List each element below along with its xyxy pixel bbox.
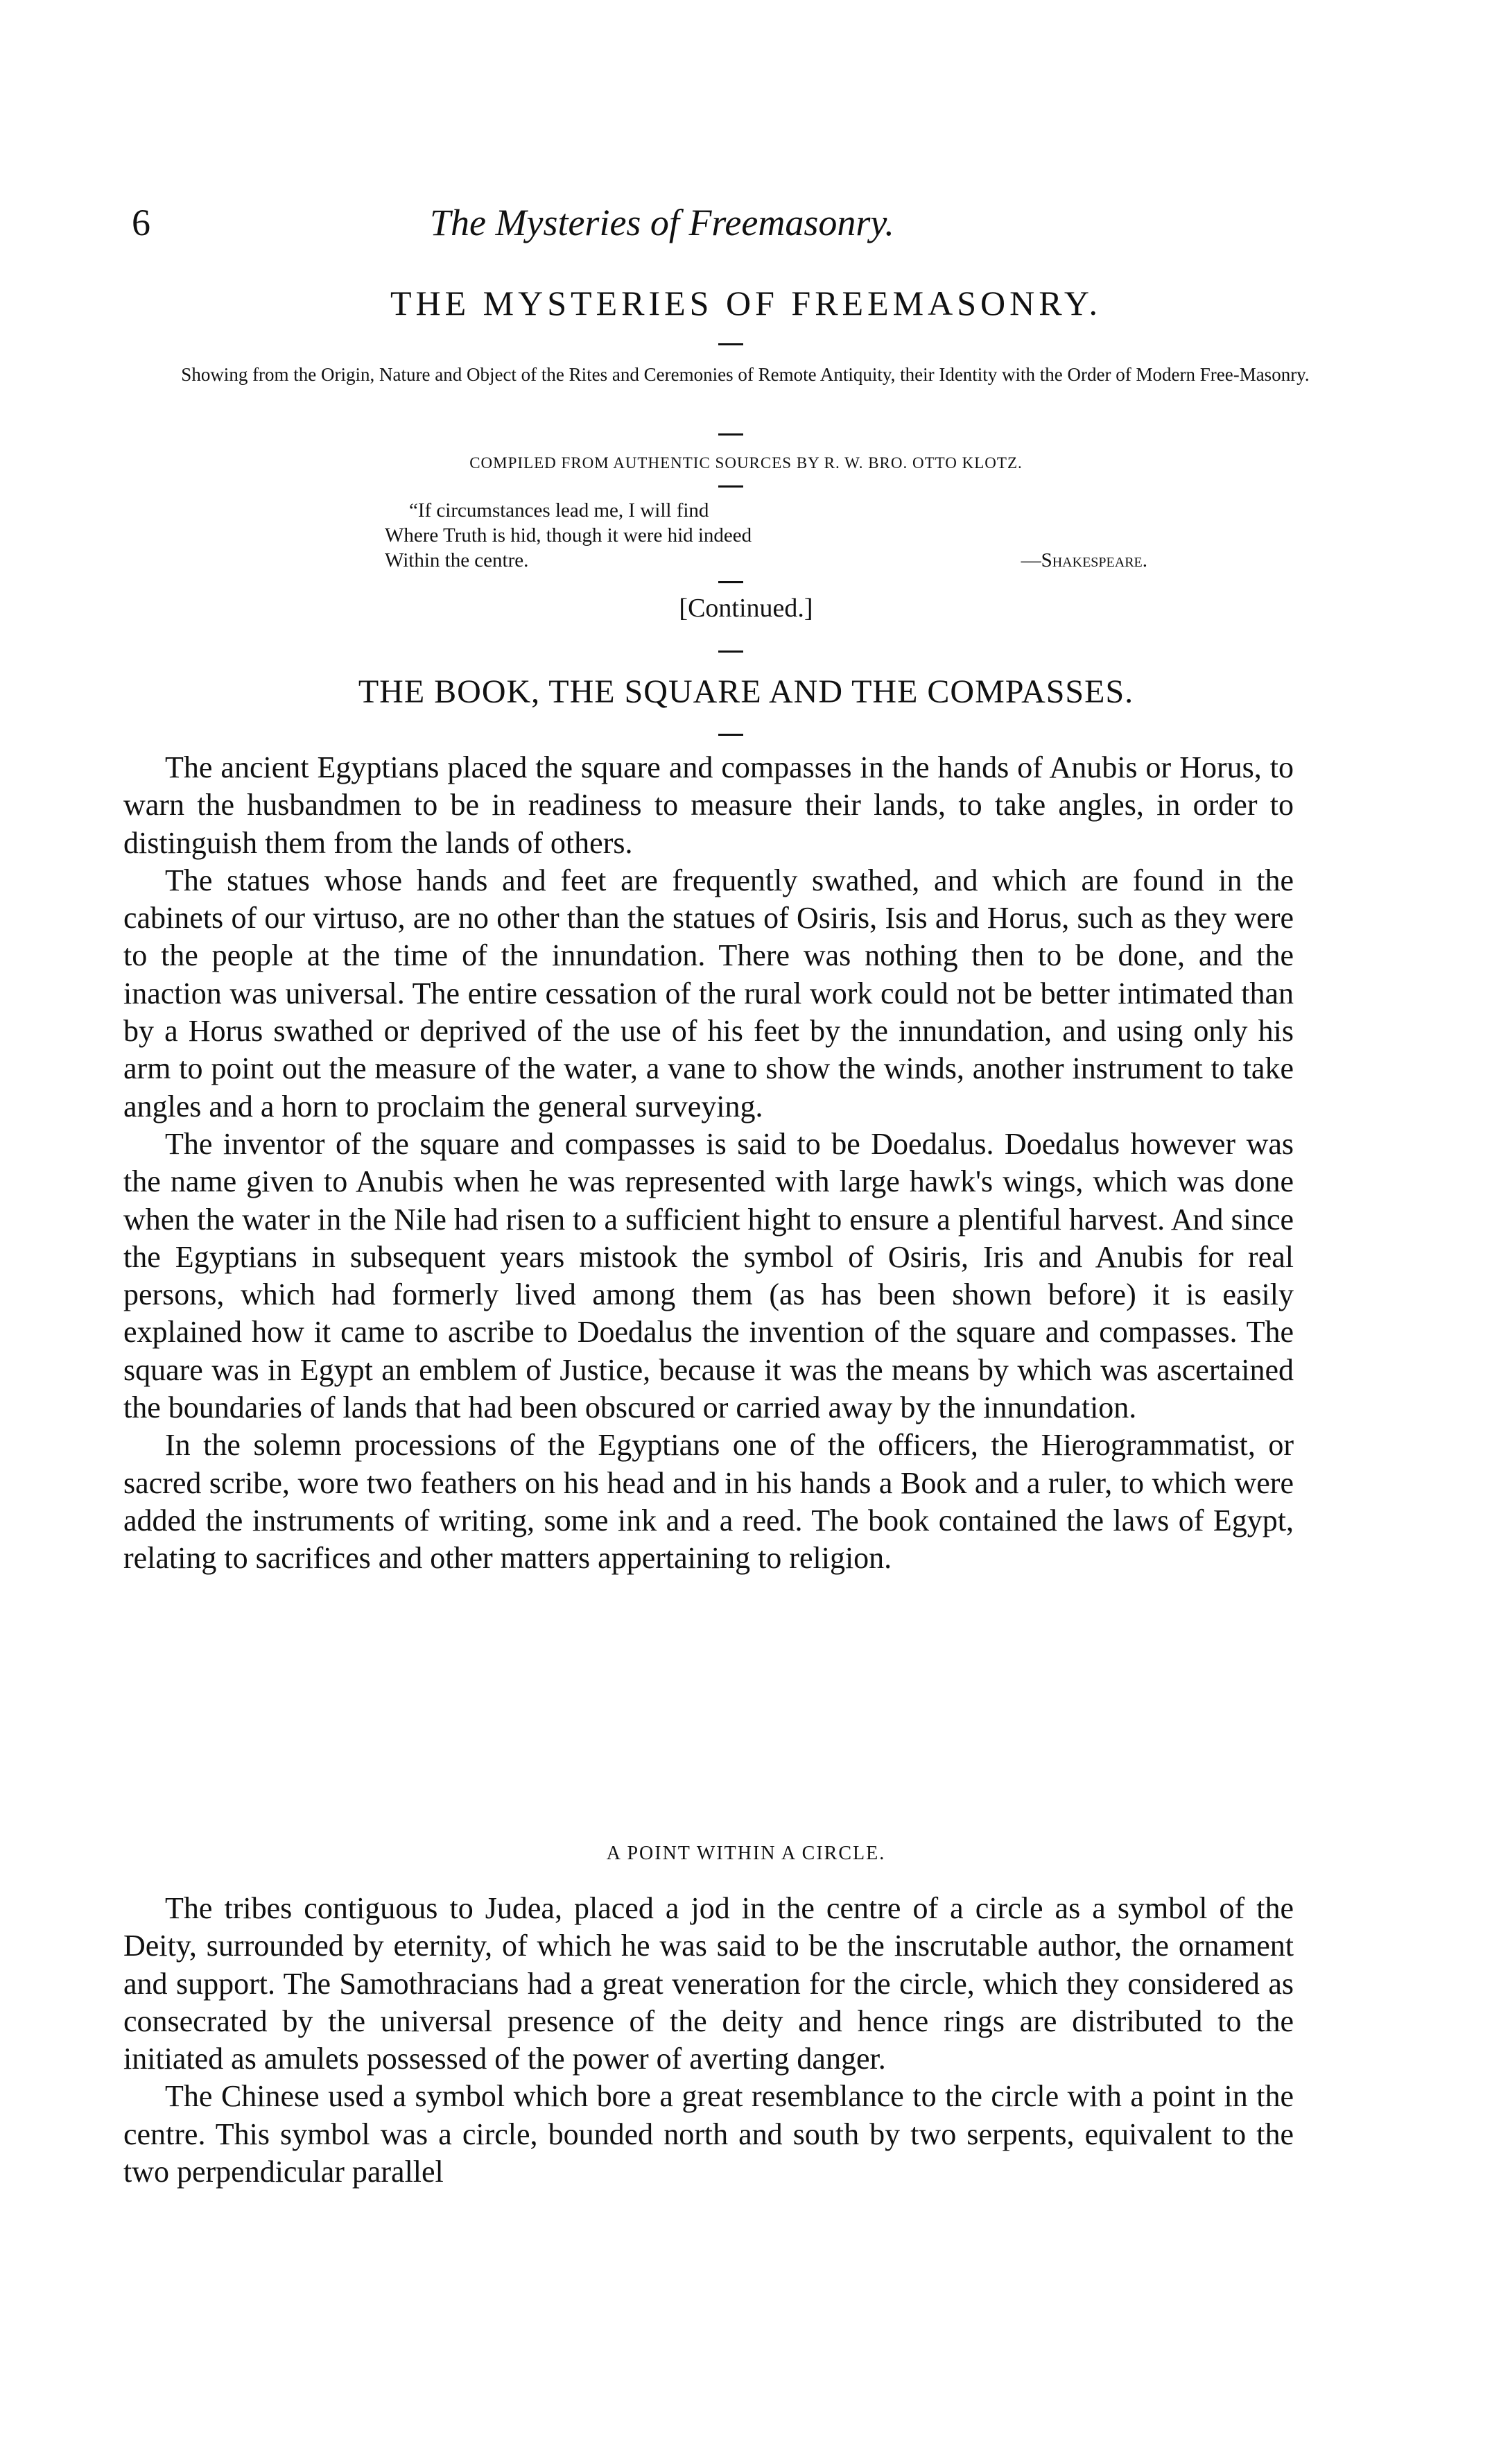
page-number: 6 bbox=[132, 202, 150, 243]
paragraph: The ancient Egyptians placed the square and compasses in the hands of Anubis or Horus, to warn the husbandmen to be in readiness to measure their lands, to take angles, in order to distinguish them from the lands of others. bbox=[123, 750, 1294, 860]
divider-rule bbox=[718, 734, 743, 736]
article-subtitle: Showing from the Origin, Nature and Object of the Rites and Ceremonies of Remote Antiquity, their Identity with the Order of Modern Free-Masonry. bbox=[181, 364, 1310, 385]
paragraph: The statues whose hands and feet are frequently swathed, and which are found in the cabinets of our virtuso, are no other than the statues of Osiris, Isis and Horus, such as they were to the people at the time of the innundation. There was nothing then to be done, and the inaction was universal. The entire cessation of the rural work could not be better intimated than by a Horus swathed or deprived of the use of his feet by the innundation, and using only his arm to point out the measure of the water, a vane to show the winds, another instrument to take angles and a horn to proclaim the general surveying. bbox=[123, 863, 1294, 1123]
paragraph: The Chinese used a symbol which bore a great resemblance to the circle with a point in the centre. This symbol was a circle, bounded north and south by two serpents, equivalent to the two perpendicular parallel bbox=[123, 2079, 1294, 2189]
paragraph: The tribes contiguous to Judea, placed a jod in the centre of a circle as a symbol of the Deity, surrounded by eternity, of which he was said to be the inscrutable author, the ornament and support. The Samothracians had a great veneration for the circle, which they considered as consecrated by the universal presence of the deity and hence rings are distributed to the initiated as amulets possessed of the power of averting danger. bbox=[123, 1891, 1294, 2076]
section-title: THE BOOK, THE SQUARE AND THE COMPASSES. bbox=[358, 673, 1134, 710]
subsection-body bbox=[123, 1890, 1294, 2191]
compiled-by-line: COMPILED FROM AUTHENTIC SOURCES BY R. W. BRO. OTTO KLOTZ. bbox=[469, 454, 1023, 472]
paragraph: The inventor of the square and compasses is said to be Doedalus. Doedalus however was the name given to Anubis when he was represented with large hawk's wings, which was done when the water in the Nile had risen to a sufficient hight to ensure a plentiful harvest. And since the Egyptians in subsequent years mistook the symbol of Osiris, Iris and Anubis for real persons, which had formerly lived among them (as has been shown before) it is easily explained how it came to ascribe to Doedalus the invention of the square and compasses. The square was in Egypt an emblem of Justice, because it was the means by which was ascertained the boundaries of lands that had been obscured or carried away by the innundation. bbox=[123, 1126, 1294, 1425]
divider-rule bbox=[718, 651, 743, 653]
running-head: The Mysteries of Freemasonry. bbox=[430, 202, 894, 243]
epigraph bbox=[385, 498, 1147, 573]
continued-note: [Continued.] bbox=[679, 594, 813, 623]
page-header bbox=[132, 201, 1310, 250]
epigraph-line: “If circumstances lead me, I will find bbox=[409, 499, 709, 522]
divider-rule bbox=[718, 433, 743, 436]
divider-rule bbox=[718, 485, 743, 488]
section-body bbox=[123, 749, 1294, 1578]
article-title: THE MYSTERIES OF FREEMASONRY. bbox=[390, 284, 1102, 322]
divider-rule bbox=[718, 343, 743, 345]
paragraph: In the solemn processions of the Egyptians one of the officers, the Hierogrammatist, or sacred scribe, wore two feathers on his head and in his hands a Book and a ruler, to which were added the instruments of writing, some ink and a reed. The book contained the laws of Egypt, relating to sacrifices and other matters appertaining to religion. bbox=[123, 1428, 1294, 1576]
epigraph-attribution: —Shakespeare. bbox=[1021, 549, 1147, 571]
subsection-heading: A POINT WITHIN A CIRCLE. bbox=[606, 1843, 886, 1864]
divider-rule bbox=[718, 581, 743, 583]
epigraph-line: Where Truth is hid, though it were hid indeed bbox=[385, 524, 752, 546]
epigraph-line: Within the centre. bbox=[385, 549, 529, 571]
